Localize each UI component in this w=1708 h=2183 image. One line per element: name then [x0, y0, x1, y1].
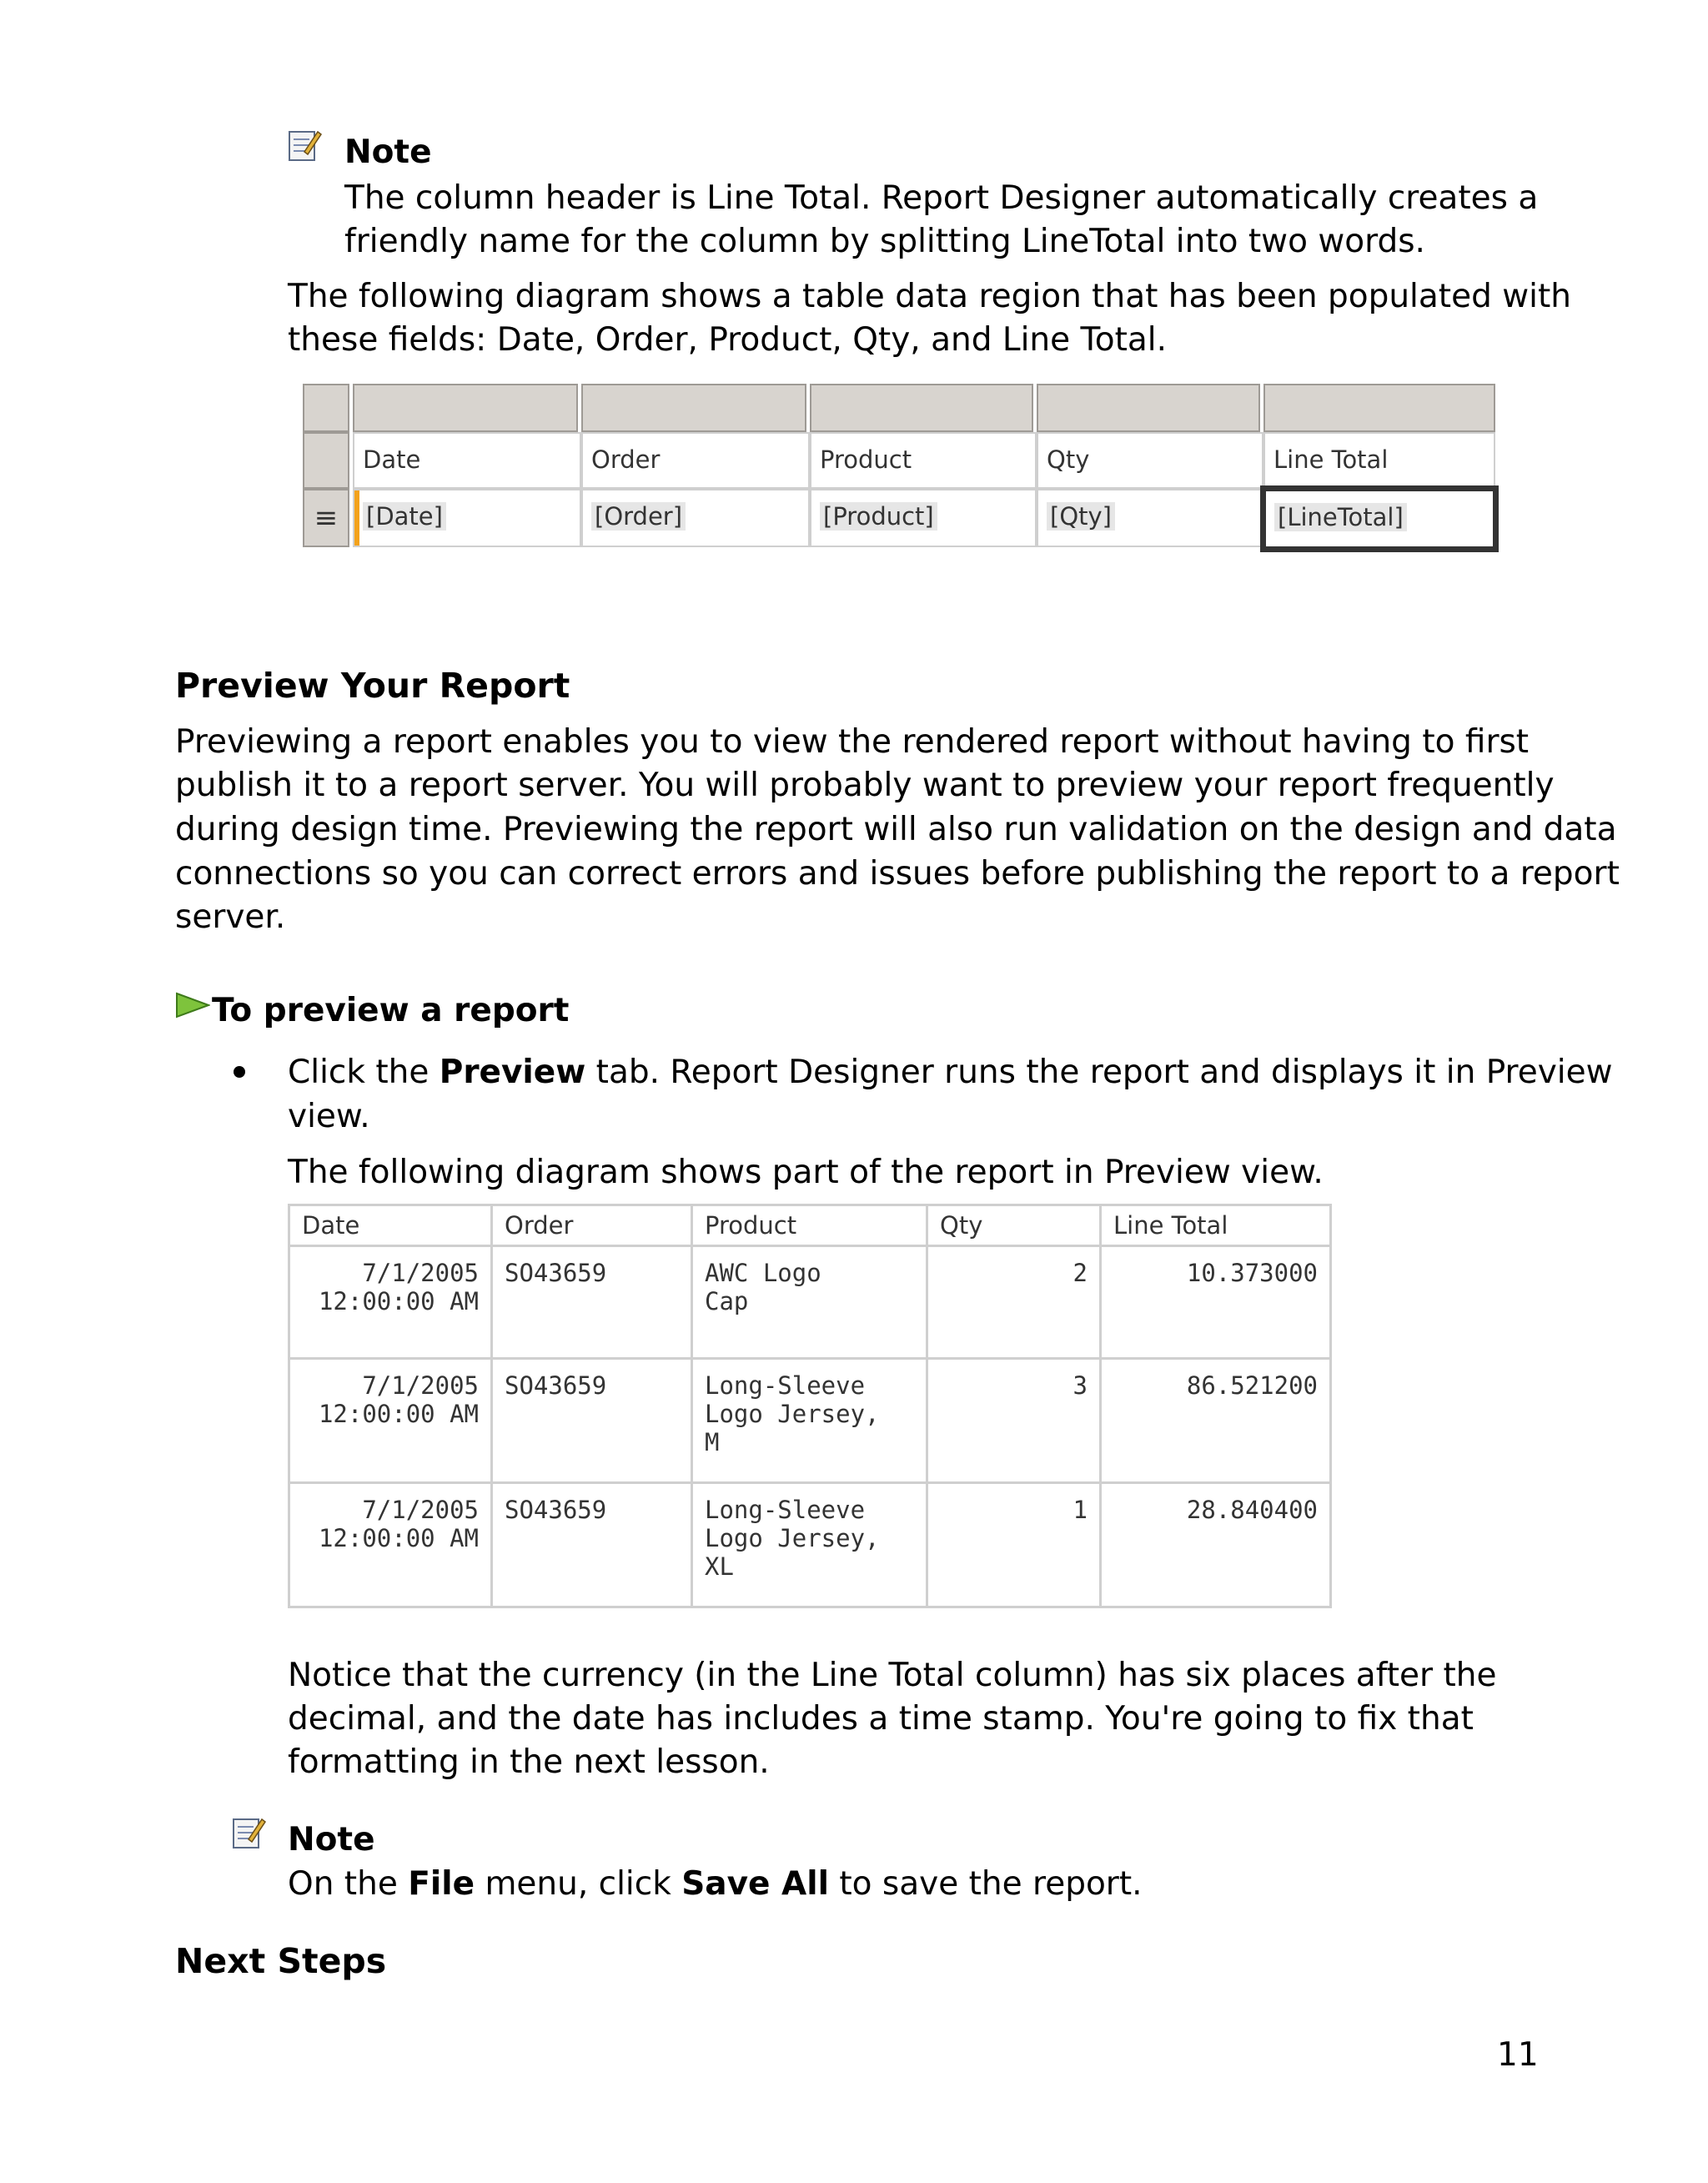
- preview-report-table: [288, 1204, 1332, 1608]
- table-header-row: [289, 1205, 1331, 1246]
- product-cell: Long-Sleeve Logo Jersey, XL: [692, 1483, 927, 1607]
- column-handle: [1263, 384, 1495, 432]
- column-header: Order: [492, 1205, 692, 1246]
- line-total-cell: 28.840400: [1101, 1483, 1331, 1607]
- designer-table-diagram: [303, 384, 1495, 552]
- order-cell: SO43659: [492, 1246, 692, 1359]
- note-icon: [286, 127, 323, 163]
- field-qty: [Qty]: [1047, 502, 1115, 531]
- procedure-heading: To preview a report: [212, 992, 570, 1029]
- page-number: 11: [1497, 2036, 1539, 2074]
- note-heading: Note: [344, 133, 432, 171]
- designer-field-cell: [810, 489, 1037, 547]
- body-text-line: Previewing a report enables you to view the rendered report without having to first: [175, 723, 1530, 761]
- line-total-cell: 86.521200: [1101, 1359, 1331, 1483]
- detail-row-handle: ≡: [303, 489, 349, 547]
- designer-header-order: Order: [581, 432, 810, 489]
- designer-header-product: Product: [810, 432, 1037, 489]
- step-text: tab. Report Designer runs the report and displays it in Preview: [585, 1054, 1613, 1091]
- command-name: Save All: [681, 1865, 829, 1903]
- designer-field-cell: [353, 489, 581, 547]
- designer-field-cell: [1037, 489, 1263, 547]
- product-cell: Long-Sleeve Logo Jersey, M: [692, 1359, 927, 1483]
- qty-cell: 2: [927, 1246, 1101, 1359]
- section-heading: Next Steps: [175, 1941, 387, 1981]
- field-product: [Product]: [820, 502, 937, 531]
- column-header: Qty: [927, 1205, 1101, 1246]
- column-handle: [353, 384, 578, 432]
- column-handle: [1037, 384, 1260, 432]
- note-text: menu, click: [475, 1865, 682, 1903]
- note-text-line: The column header is Line Total. Report Designer automatically creates a: [344, 179, 1539, 217]
- date-value: 7/1/2005: [362, 1371, 479, 1400]
- column-handle: [581, 384, 806, 432]
- body-text-line: connections so you can correct errors and issues before publishing the report to a report: [175, 855, 1620, 893]
- column-header: Product: [692, 1205, 927, 1246]
- time-value: 12:00:00 AM: [318, 1287, 479, 1315]
- step-text: Click the: [288, 1054, 440, 1091]
- field-line-total: [LineTotal]: [1274, 503, 1407, 531]
- body-text-line: decimal, and the date has includes a time stamp. You're going to fix that: [288, 1700, 1474, 1738]
- note-text: to save the report.: [828, 1865, 1143, 1903]
- menu-name: File: [408, 1865, 475, 1903]
- date-cell: [289, 1246, 492, 1359]
- order-cell: SO43659: [492, 1359, 692, 1483]
- body-text-line: publish it to a report server. You will probably want to preview your report frequently: [175, 767, 1555, 804]
- procedure-step: [288, 1051, 1613, 1094]
- date-value: 7/1/2005: [362, 1259, 479, 1287]
- bullet-icon: [234, 1066, 245, 1078]
- qty-cell: 3: [927, 1359, 1101, 1483]
- designer-field-cell-selected: [1260, 485, 1499, 552]
- date-cell: [289, 1359, 492, 1483]
- body-text-line: server.: [175, 898, 286, 936]
- body-text-line: The following diagram shows a table data region that has been populated with: [288, 278, 1571, 315]
- note-text-line: [288, 1863, 1143, 1906]
- procedure-arrow-icon: [175, 991, 210, 1019]
- field-date: [Date]: [363, 502, 446, 531]
- product-cell: AWC Logo Cap: [692, 1246, 927, 1359]
- column-header: Line Total: [1101, 1205, 1331, 1246]
- designer-header-date: Date: [353, 432, 581, 489]
- line-total-cell: 10.373000: [1101, 1246, 1331, 1359]
- table-row: [289, 1246, 1331, 1359]
- time-value: 12:00:00 AM: [318, 1400, 479, 1428]
- column-header: Date: [289, 1205, 492, 1246]
- designer-field-cell: [581, 489, 810, 547]
- column-handle: [810, 384, 1033, 432]
- designer-header-qty: Qty: [1037, 432, 1263, 489]
- body-text-line: during design time. Previewing the report will also run validation on the design and data: [175, 811, 1617, 848]
- date-value: 7/1/2005: [362, 1496, 479, 1524]
- diagram-caption: The following diagram shows part of the report in Preview view.: [288, 1154, 1324, 1191]
- table-row: [289, 1359, 1331, 1483]
- date-cell: [289, 1483, 492, 1607]
- procedure-step-continued: view.: [288, 1098, 370, 1135]
- note-icon: [230, 1814, 267, 1851]
- header-row-handle: [303, 432, 349, 489]
- note-text-line: friendly name for the column by splitting LineTotal into two words.: [344, 223, 1425, 260]
- note-text: On the: [288, 1865, 409, 1903]
- designer-header-line-total: Line Total: [1263, 432, 1495, 489]
- section-heading: Preview Your Report: [175, 666, 570, 706]
- table-row: [289, 1483, 1331, 1607]
- body-text-line: Notice that the currency (in the Line Total column) has six places after the: [288, 1657, 1497, 1694]
- table-corner-handle: [303, 384, 349, 432]
- time-value: 12:00:00 AM: [318, 1524, 479, 1552]
- order-cell: SO43659: [492, 1483, 692, 1607]
- step-text-bold: Preview: [439, 1054, 586, 1091]
- qty-cell: 1: [927, 1483, 1101, 1607]
- body-text-line: formatting in the next lesson.: [288, 1743, 770, 1781]
- note-heading: Note: [288, 1821, 375, 1859]
- body-text-line: these fields: Date, Order, Product, Qty, and Line Total.: [288, 321, 1168, 359]
- field-order: [Order]: [591, 502, 686, 531]
